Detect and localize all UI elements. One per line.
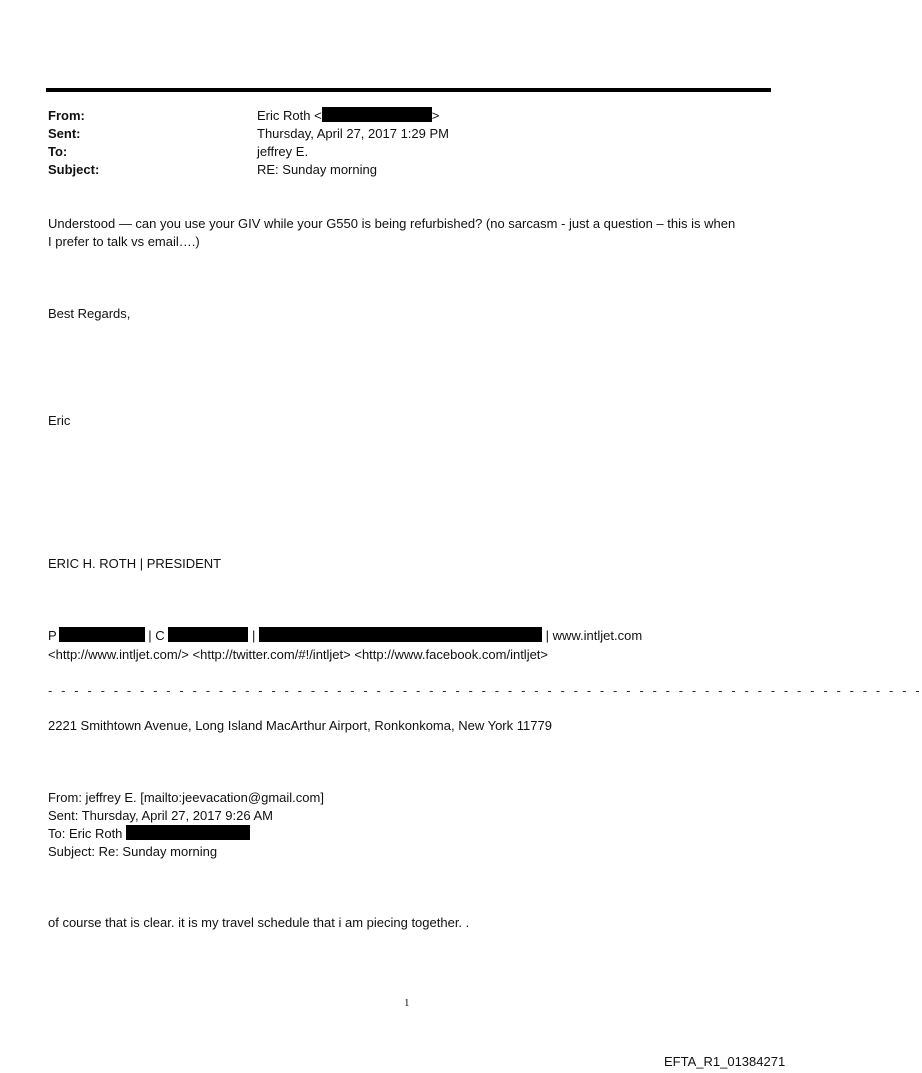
from-open-bracket: < xyxy=(314,108,322,123)
from-value xyxy=(257,107,439,125)
body-line-2: I prefer to talk vs email….) xyxy=(48,234,200,249)
header-rule xyxy=(46,88,771,92)
subject-value: RE: Sunday morning xyxy=(257,162,377,177)
from-close-bracket: > xyxy=(431,108,440,123)
subject-label: Subject: xyxy=(48,162,100,177)
redaction-bar xyxy=(168,627,248,642)
from-name: Eric Roth xyxy=(257,108,311,123)
quoted-from: From: jeffrey E. [mailto:jeevacation@gmail.com] xyxy=(48,790,324,805)
page-number: 1 xyxy=(404,997,410,1009)
signature-title: ERIC H. ROTH | PRESIDENT xyxy=(48,556,222,571)
redaction-bar xyxy=(259,627,542,642)
closing-regards: Best Regards, xyxy=(48,306,131,321)
to-label: To: xyxy=(48,144,68,159)
to-value: jeffrey E. xyxy=(257,144,309,159)
quoted-message: of course that is clear. it is my travel schedule that i am piecing together. . xyxy=(48,915,470,930)
quoted-to-text: To: Eric Roth xyxy=(48,826,123,841)
sent-value: Thursday, April 27, 2017 1:29 PM xyxy=(257,126,449,141)
sent-label: Sent: xyxy=(48,126,81,141)
contact-cell-label: | C xyxy=(148,628,165,643)
dashed-divider: - - - - - - - - - - - - - - - - - - - - - - - - - - - - - - - - - - - - - - - - - - - - - - - - - - - - - - - - - - - - - - - - - - - xyxy=(48,683,922,698)
document-id: EFTA_R1_01384271 xyxy=(664,1054,786,1069)
quoted-sent: Sent: Thursday, April 27, 2017 9:26 AM xyxy=(48,808,273,823)
quoted-subject: Subject: Re: Sunday morning xyxy=(48,844,218,859)
company-address: 2221 Smithtown Avenue, Long Island MacArthur Airport, Ronkonkoma, New York 11779 xyxy=(48,718,552,733)
contact-separator: | xyxy=(251,628,256,643)
body-line-1: Understood — can you use your GIV while your G550 is being refurbished? (no sarcasm - just a question – this is when xyxy=(48,216,736,231)
from-label: From: xyxy=(48,108,85,123)
contact-website[interactable]: | www.intljet.com xyxy=(545,628,643,643)
redaction-bar xyxy=(126,825,250,840)
redaction-bar xyxy=(59,627,145,642)
contact-phone-label: P xyxy=(48,628,57,643)
quoted-to xyxy=(48,825,250,843)
social-links[interactable]: <http://www.intljet.com/> <http://twitter.com/#!/intljet> <http://www.facebook.com/intljet> xyxy=(48,647,549,662)
sender-name: Eric xyxy=(48,413,71,428)
contact-line xyxy=(48,627,642,645)
redaction-bar xyxy=(322,107,432,122)
